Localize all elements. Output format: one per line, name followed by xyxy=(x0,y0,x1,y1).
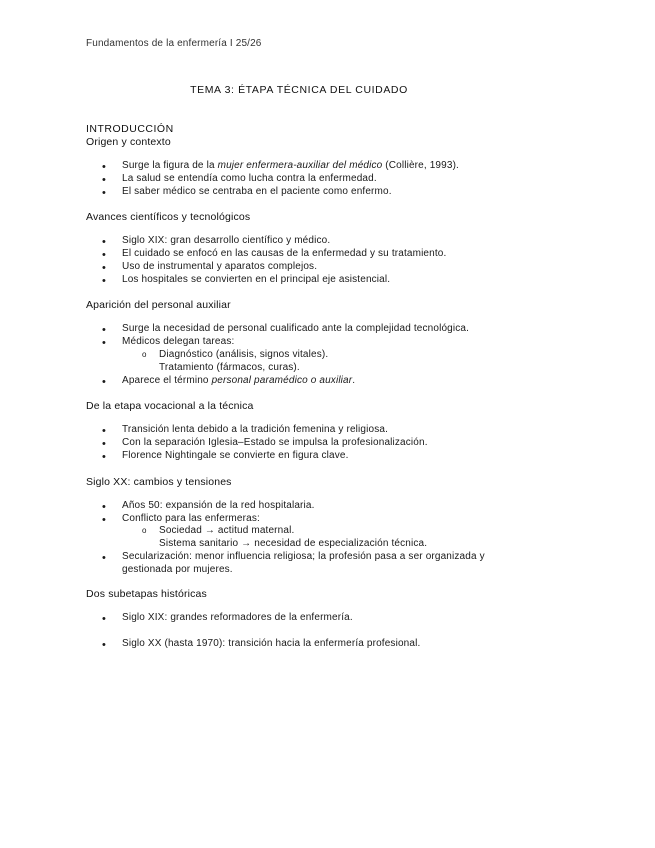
list-item-text: . xyxy=(352,375,356,386)
bullet-icon: • xyxy=(102,501,107,513)
sub-bullet-icon: o xyxy=(142,350,147,359)
bullet-icon: • xyxy=(102,249,107,261)
document-title: TEMA 3: ÉTAPA TÉCNICA DEL CUIDADO xyxy=(190,84,408,96)
bullet-icon: • xyxy=(102,187,107,199)
list-item: Uso de instrumental y aparatos complejos. xyxy=(122,261,318,272)
section-heading-sigloxx: Siglo XX: cambios y tensiones xyxy=(86,476,232,488)
bullet-icon: • xyxy=(102,262,107,274)
list-item-text: Aparece el término xyxy=(122,375,212,386)
sub-bullet-icon: o xyxy=(142,526,147,535)
list-item: Años 50: expansión de la red hospitalaria. xyxy=(122,500,315,511)
bullet-icon: • xyxy=(102,236,107,248)
introduction-heading: INTRODUCCIÓN xyxy=(86,123,174,135)
list-item: Secularización: menor influencia religiosa; la profesión pasa a ser organizada y xyxy=(122,551,485,562)
list-item: Con la separación Iglesia–Estado se impulsa la profesionalización. xyxy=(122,437,428,448)
bullet-icon: • xyxy=(102,552,107,564)
list-item-emphasis: mujer enfermera-auxiliar del médico xyxy=(217,160,383,171)
bullet-icon: • xyxy=(102,337,107,349)
section-heading-avances: Avances científicos y tecnológicos xyxy=(86,211,251,223)
bullet-icon: • xyxy=(102,425,107,437)
section-heading-subetapas: Dos subetapas históricas xyxy=(86,588,207,600)
bullet-icon: • xyxy=(102,613,107,625)
list-item: Médicos delegan tareas: xyxy=(122,336,235,347)
bullet-icon: • xyxy=(102,174,107,186)
list-item: El cuidado se enfocó en las causas de la enfermedad y su tratamiento. xyxy=(122,248,447,259)
list-item: Siglo XIX: grandes reformadores de la enfermería. xyxy=(122,612,353,623)
bullet-icon: • xyxy=(102,438,107,450)
list-item: Conflicto para las enfermeras: xyxy=(122,513,260,524)
list-item: Los hospitales se convierten en el principal eje asistencial. xyxy=(122,274,391,285)
bullet-icon: • xyxy=(102,275,107,287)
section-heading-origen: Origen y contexto xyxy=(86,136,171,148)
bullet-icon: • xyxy=(102,639,107,651)
section-heading-vocacional: De la etapa vocacional a la técnica xyxy=(86,400,254,412)
sub-list-item: Sistema sanitario → necesidad de especialización técnica. xyxy=(159,538,428,549)
list-item: El saber médico se centraba en el paciente como enfermo. xyxy=(122,186,392,197)
bullet-icon: • xyxy=(102,514,107,526)
list-item: Siglo XX (hasta 1970): transición hacia la enfermería profesional. xyxy=(122,638,421,649)
list-item-emphasis: personal paramédico o auxiliar xyxy=(211,375,353,386)
list-item-text: Surge la figura de la xyxy=(122,160,218,171)
list-item: Surge la necesidad de personal cualificado ante la complejidad tecnológica. xyxy=(122,323,470,334)
page-header: Fundamentos de la enfermería I 25/26 xyxy=(86,38,262,49)
list-item xyxy=(122,375,355,386)
bullet-icon: • xyxy=(102,324,107,336)
sub-list-item: Tratamiento (fármacos, curas). xyxy=(159,362,300,373)
list-item-text: (Collière, 1993). xyxy=(382,160,459,171)
sub-list-item: Sociedad → actitud maternal. xyxy=(159,525,295,536)
bullet-icon: • xyxy=(102,451,107,463)
bullet-icon: • xyxy=(102,161,107,173)
list-item-continuation: gestionada por mujeres. xyxy=(122,564,233,575)
list-item: Florence Nightingale se convierte en figura clave. xyxy=(122,450,349,461)
list-item: La salud se entendía como lucha contra la enfermedad. xyxy=(122,173,377,184)
list-item: Siglo XIX: gran desarrollo científico y médico. xyxy=(122,235,331,246)
section-heading-aparicion: Aparición del personal auxiliar xyxy=(86,299,231,311)
bullet-icon: • xyxy=(102,376,107,388)
sub-list-item: Diagnóstico (análisis, signos vitales). xyxy=(159,349,329,360)
list-item xyxy=(122,160,459,171)
list-item: Transición lenta debido a la tradición femenina y religiosa. xyxy=(122,424,388,435)
